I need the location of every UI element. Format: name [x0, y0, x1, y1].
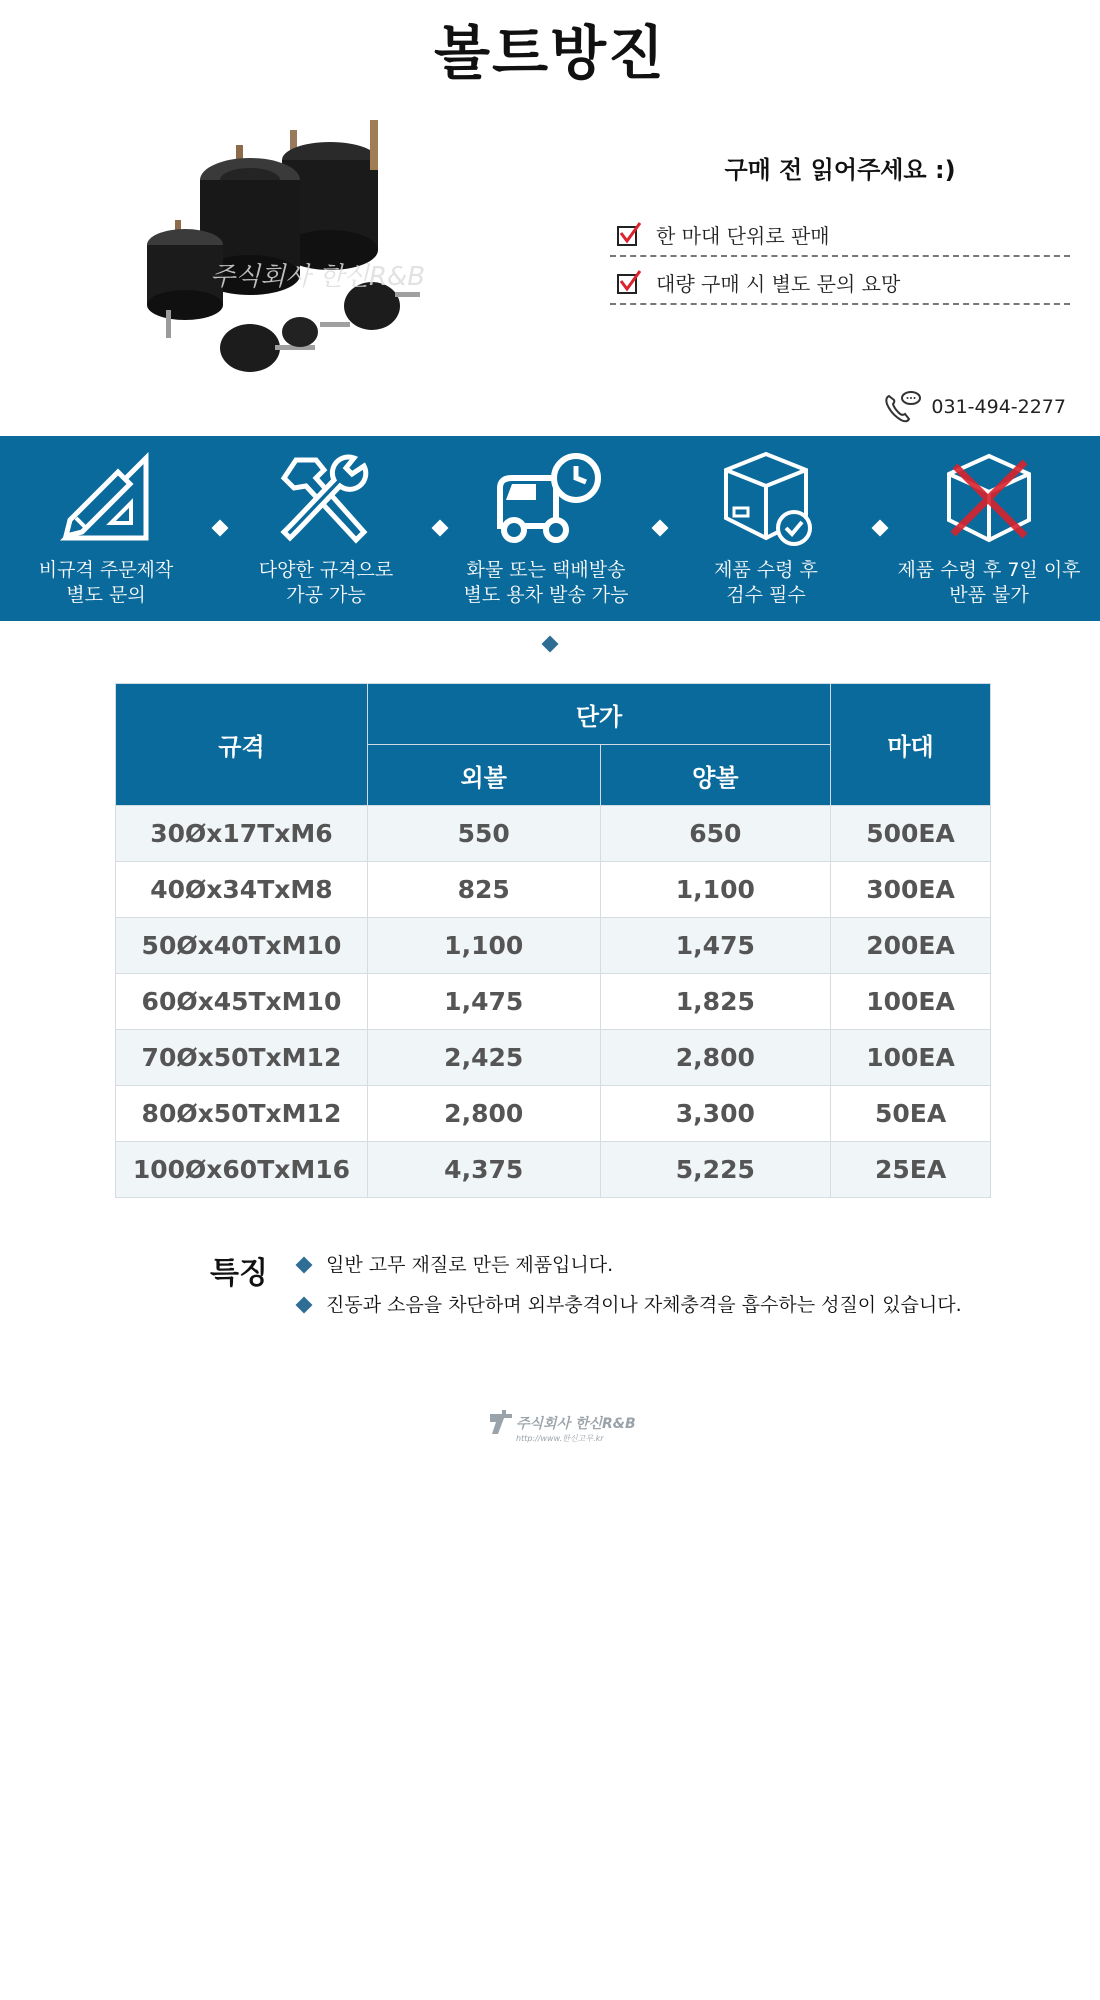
header-unit-price: 단가 [367, 684, 830, 745]
feature-line1: 화물 또는 택배발송 [466, 559, 626, 581]
cell-double: 5,225 [600, 1142, 831, 1198]
cell-spec: 70Øx50TxM12 [116, 1030, 368, 1086]
characteristic-text: 진동과 소음을 차단하며 외부충격이나 자체충격을 흡수하는 성질이 있습니다. [326, 1294, 962, 1316]
characteristics-title: 특징 [210, 1256, 268, 1291]
cell-double: 1,475 [600, 918, 831, 974]
diamond-bullet-icon [296, 1297, 313, 1314]
checkbox-check-icon [616, 221, 642, 247]
feature-line2: 검수 필수 [726, 584, 806, 606]
table-row [116, 1086, 991, 1142]
company-logo [488, 1408, 668, 1444]
feature-line1: 제품 수령 후 [714, 559, 818, 581]
cell-double: 650 [600, 806, 831, 862]
cell-double: 3,300 [600, 1086, 831, 1142]
notice-item-text: 대량 구매 시 별도 문의 요망 [656, 271, 901, 296]
feature-processing [226, 436, 426, 621]
feature-no-return [884, 436, 1094, 621]
box-check-icon [716, 448, 816, 548]
cell-bag: 300EA [831, 862, 991, 918]
cell-spec: 40Øx34TxM8 [116, 862, 368, 918]
cell-spec: 30Øx17TxM6 [116, 806, 368, 862]
logo-company-name: 주식회사 한신R&B [516, 1416, 636, 1432]
feature-line1: 다양한 규격으로 [258, 559, 394, 581]
header-double-bolt: 양볼 [600, 745, 831, 806]
phone-icon [883, 390, 921, 424]
cell-spec: 50Øx40TxM10 [116, 918, 368, 974]
purchase-notice [610, 150, 1070, 305]
header-single-bolt: 외볼 [367, 745, 600, 806]
feature-line2: 별도 용차 발송 가능 [463, 584, 629, 606]
contact-phone[interactable] [883, 390, 1066, 424]
cell-bag: 100EA [831, 1030, 991, 1086]
list-item [296, 1290, 962, 1330]
cell-double: 2,800 [600, 1030, 831, 1086]
feature-line2: 별도 문의 [66, 584, 146, 606]
cell-double: 1,100 [600, 862, 831, 918]
list-item [296, 1250, 962, 1290]
delivery-truck-icon [486, 448, 606, 548]
tools-icon [276, 448, 376, 548]
phone-number: 031-494-2277 [931, 396, 1066, 418]
cell-single: 550 [367, 806, 600, 862]
watermark: 주식회사 한신R&B [210, 262, 426, 292]
ruler-pencil-icon [56, 448, 156, 548]
cell-single: 4,375 [367, 1142, 600, 1198]
notice-item-text: 한 마대 단위로 판매 [656, 223, 830, 248]
product-photo [100, 100, 440, 400]
cell-single: 1,475 [367, 974, 600, 1030]
table-row [116, 806, 991, 862]
table-row [116, 1030, 991, 1086]
feature-line1: 비규격 주문제작 [38, 559, 174, 581]
cell-double: 1,825 [600, 974, 831, 1030]
cell-bag: 25EA [831, 1142, 991, 1198]
checkbox-check-icon [616, 269, 642, 295]
cell-single: 2,800 [367, 1086, 600, 1142]
page-title: 볼트방진 [433, 19, 667, 87]
table-row [116, 862, 991, 918]
box-crossed-icon [939, 448, 1039, 548]
diamond-bullet-icon [296, 1257, 313, 1274]
feature-delivery [446, 436, 646, 621]
table-row [116, 918, 991, 974]
feature-line2: 가공 가능 [286, 584, 366, 606]
header-bag: 마대 [831, 684, 991, 806]
characteristic-text: 일반 고무 재질로 만든 제품입니다. [326, 1254, 614, 1276]
table-row [116, 974, 991, 1030]
cell-single: 2,425 [367, 1030, 600, 1086]
notice-item [610, 213, 1070, 257]
cell-single: 825 [367, 862, 600, 918]
notice-title: 구매 전 읽어주세요 :) [724, 156, 956, 184]
price-table [115, 683, 991, 1198]
feature-inspection [666, 436, 866, 621]
cell-spec: 80Øx50TxM12 [116, 1086, 368, 1142]
logo-url: http://www.한신고무.kr [516, 1434, 604, 1443]
header-spec: 규격 [116, 684, 368, 806]
cell-bag: 100EA [831, 974, 991, 1030]
characteristics-list [296, 1250, 962, 1330]
cell-bag: 500EA [831, 806, 991, 862]
diamond-divider-icon [542, 636, 559, 653]
notice-item [610, 261, 1070, 305]
feature-line2: 반품 불가 [949, 584, 1029, 606]
cell-bag: 200EA [831, 918, 991, 974]
feature-custom-order [6, 436, 206, 621]
service-features-band [0, 436, 1100, 621]
cell-spec: 60Øx45TxM10 [116, 974, 368, 1030]
cell-bag: 50EA [831, 1086, 991, 1142]
cell-single: 1,100 [367, 918, 600, 974]
cell-spec: 100Øx60TxM16 [116, 1142, 368, 1198]
table-row [116, 1142, 991, 1198]
feature-line1: 제품 수령 후 7일 이후 [897, 559, 1081, 581]
